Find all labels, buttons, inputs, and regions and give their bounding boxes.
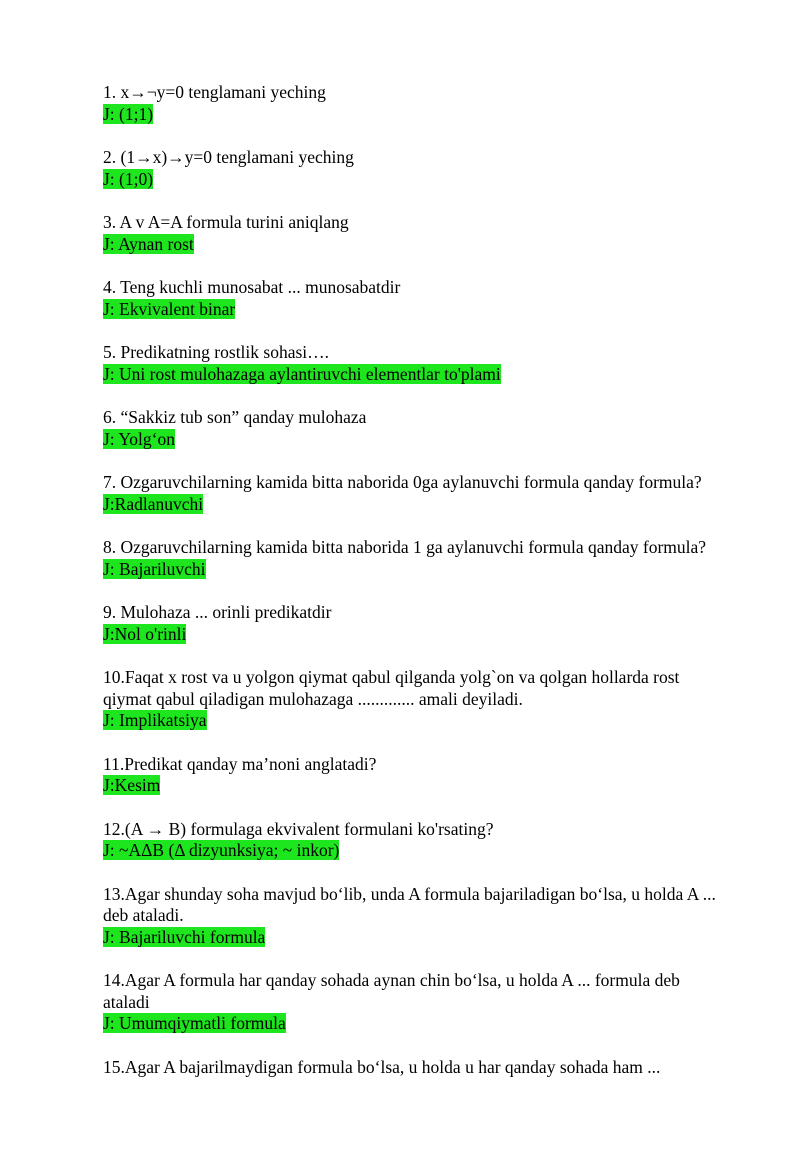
question-text: 4. Teng kuchli munosabat ... munosabatdir <box>103 277 401 297</box>
qa-item-14 <box>103 970 723 1035</box>
answer-highlight: J: (1;0) <box>103 168 154 189</box>
qa-item-13 <box>103 884 723 949</box>
qa-item-12 <box>103 819 723 862</box>
qa-item-2 <box>103 147 723 190</box>
answer-highlight: J: Yolg‘on <box>103 428 175 449</box>
answer-highlight: J: Ekvivalent binar <box>103 298 236 319</box>
question-text: 10.Faqat x rost va u yolgon qiymat qabul qilganda yolg`on va qolgan hollarda rost qiymat qabul qiladigan mulohazaga ............. amali deyiladi. <box>103 667 680 709</box>
qa-item-7 <box>103 472 723 515</box>
answer-highlight: J:Radlanuvchi <box>103 493 204 514</box>
question-text: 14.Agar A formula har qanday sohada aynan chin bo‘lsa, u holda A ... formula deb ataladi <box>103 970 680 1012</box>
qa-item-3 <box>103 212 723 255</box>
answer-highlight: J: Bajariluvchi <box>103 558 206 579</box>
qa-item-8 <box>103 537 723 580</box>
qa-item-4 <box>103 277 723 320</box>
qa-item-10 <box>103 667 723 732</box>
qa-item-6 <box>103 407 723 450</box>
answer-highlight: J: Bajariluvchi formula <box>103 926 266 947</box>
question-text: 7. Ozgaruvchilarning kamida bitta naborida 0ga aylanuvchi formula qanday formula? <box>103 472 702 492</box>
question-text: 11.Predikat qanday ma’noni anglatadi? <box>103 753 377 774</box>
qa-item-11 <box>103 754 723 797</box>
question-text: 6. “Sakkiz tub son” qanday mulohaza <box>103 407 367 427</box>
question-text: 12.(A → B) formulaga ekvivalent formulani ko'rsating? <box>103 818 494 839</box>
question-text: 1. x→¬y=0 tenglamani yeching <box>103 82 326 102</box>
qa-item-5 <box>103 342 723 385</box>
answer-highlight: J: Aynan rost <box>103 233 194 254</box>
qa-item-1 <box>103 82 723 125</box>
answer-highlight: J:Kesim <box>103 775 161 795</box>
answer-highlight: J: (1;1) <box>103 103 154 124</box>
document-page <box>103 82 723 1100</box>
question-text: 9. Mulohaza ... orinli predikatdir <box>103 602 332 622</box>
question-text: 3. A v A=A formula turini aniqlang <box>103 212 349 232</box>
answer-highlight: J: Umumqiymatli formula <box>103 1013 286 1033</box>
question-text: 8. Ozgaruvchilarning kamida bitta naborida 1 ga aylanuvchi formula qanday formula? <box>103 537 707 557</box>
answer-highlight: J: Uni rost mulohazaga aylantiruvchi elementlar to'plami <box>103 363 501 384</box>
question-text: 15.Agar A bajarilmaydigan formula bo‘lsa, u holda u har qanday sohada ham ... <box>103 1056 661 1077</box>
question-text: 5. Predikatning rostlik sohasi…. <box>103 342 330 362</box>
qa-item-9 <box>103 602 723 645</box>
question-text: 2. (1→x)→y=0 tenglamani yeching <box>103 147 354 167</box>
question-text: 13.Agar shunday soha mavjud bo‘lib, unda A formula bajariladigan bo‘lsa, u holda A ... deb ataladi. <box>103 883 716 925</box>
answer-highlight: J: ~AΔB (Δ dizyunksiya; ~ inkor) <box>103 840 340 860</box>
answer-highlight: J: Implikatsiya <box>103 710 207 730</box>
qa-item-15 <box>103 1057 723 1079</box>
answer-highlight: J:Nol o'rinli <box>103 623 187 644</box>
